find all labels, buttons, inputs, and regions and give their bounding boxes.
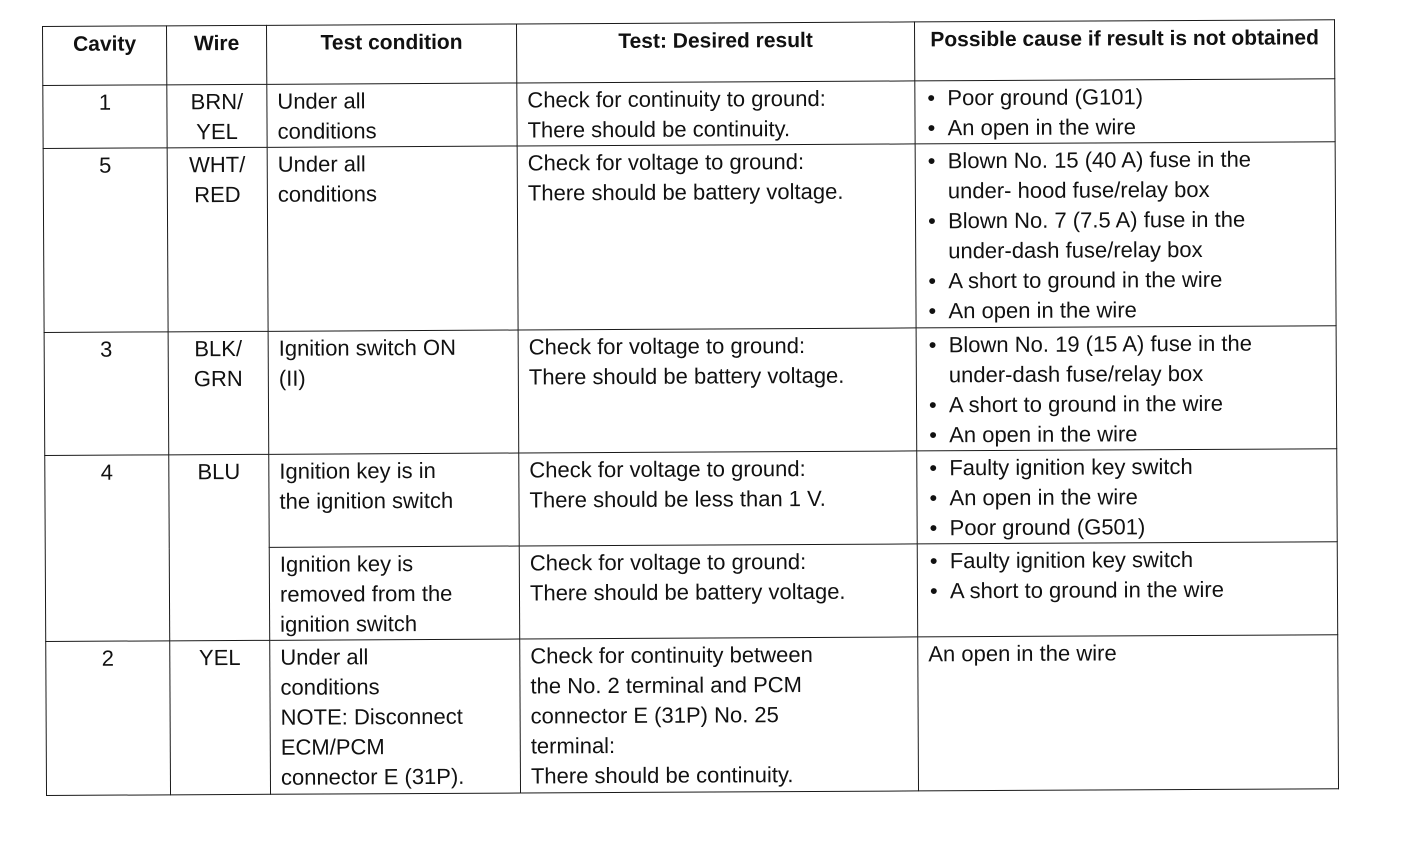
- header-possible-cause: Possible cause if result is not obtained: [914, 20, 1334, 81]
- cause-cell: An open in the wire: [918, 635, 1339, 791]
- cause-item: • Blown No. 7 (7.5 A) fuse in the under-dash fuse/relay box: [926, 204, 1329, 266]
- condition-cell: Under all conditions: [267, 146, 518, 331]
- header-desired-result: Test: Desired result: [516, 22, 914, 83]
- cavity-cell: 5: [43, 148, 168, 333]
- table-row: [43, 142, 1336, 333]
- cause-cell: [916, 326, 1337, 451]
- header-row: [43, 20, 1335, 86]
- cavity-cell: 1: [43, 85, 167, 149]
- cavity-cell: 3: [44, 332, 169, 456]
- cause-list: [915, 81, 1334, 143]
- table-row: [46, 635, 1339, 796]
- cause-item: • Blown No. 15 (40 A) fuse in the under- hood fuse/relay box: [926, 144, 1329, 206]
- result-cell: Check for continuity between the No. 2 terminal and PCM connector E (31P) No. 25 terminal: There should be continuity.: [520, 637, 919, 793]
- cavity-cell: 2: [46, 641, 171, 796]
- table-row: [44, 326, 1337, 456]
- condition-cell: Under all conditions: [267, 83, 517, 147]
- wire-cell: BLU: [169, 454, 270, 641]
- table-row: [45, 449, 1337, 549]
- result-cell: Check for voltage to ground: There should be battery voltage.: [517, 144, 916, 330]
- wire-cell: BRN/ YEL: [167, 84, 267, 148]
- cause-list: [916, 144, 1336, 326]
- cause-item: • Blown No. 19 (15 A) fuse in the under-dash fuse/relay box: [927, 328, 1330, 390]
- cause-item: • An open in the wire: [926, 294, 1329, 326]
- cause-item: • Poor ground (G501): [928, 511, 1331, 543]
- cause-item: • An open in the wire: [927, 418, 1330, 450]
- cause-list: [917, 328, 1337, 450]
- condition-cell: Ignition switch ON (II): [268, 330, 519, 454]
- header-cavity: Cavity: [43, 26, 167, 86]
- header-test-condition: Test condition: [266, 24, 516, 84]
- cause-item: • A short to ground in the wire: [928, 574, 1331, 606]
- wire-cell: WHT/ RED: [167, 147, 268, 332]
- cause-item: • An open in the wire: [927, 481, 1330, 513]
- table-row: [43, 79, 1335, 149]
- cause-item: • Faulty ignition key switch: [927, 451, 1330, 483]
- result-cell: Check for voltage to ground: There should be battery voltage.: [519, 544, 917, 639]
- result-cell: Check for voltage to ground: There should be battery voltage.: [518, 328, 917, 453]
- cause-item: • Faulty ignition key switch: [928, 544, 1331, 576]
- result-cell: Check for voltage to ground: There should be less than 1 V.: [519, 451, 917, 546]
- result-cell: Check for continuity to ground: There should be continuity.: [517, 81, 915, 146]
- wire-cell: BLK/ GRN: [168, 331, 269, 455]
- header-wire: Wire: [167, 25, 267, 85]
- cause-item: • A short to ground in the wire: [926, 264, 1329, 296]
- condition-cell: Ignition key is in the ignition switch: [269, 453, 519, 547]
- troubleshooting-table: [42, 19, 1339, 796]
- cause-cell: [915, 142, 1336, 328]
- condition-cell: Ignition key is removed from the ignition switch: [269, 546, 519, 640]
- cause-cell: [917, 542, 1337, 637]
- cavity-cell: 4: [45, 455, 170, 642]
- cause-item: • Poor ground (G101): [925, 81, 1328, 113]
- wire-cell: YEL: [170, 640, 271, 795]
- cause-item: • A short to ground in the wire: [927, 388, 1330, 420]
- cause-list: [917, 451, 1336, 543]
- cause-list: [918, 544, 1337, 606]
- condition-cell: Under all conditions NOTE: Disconnect ECM/PCM connector E (31P).: [270, 639, 521, 794]
- cause-cell: [917, 449, 1337, 544]
- cause-cell: [915, 79, 1335, 144]
- cause-item: • An open in the wire: [925, 111, 1328, 143]
